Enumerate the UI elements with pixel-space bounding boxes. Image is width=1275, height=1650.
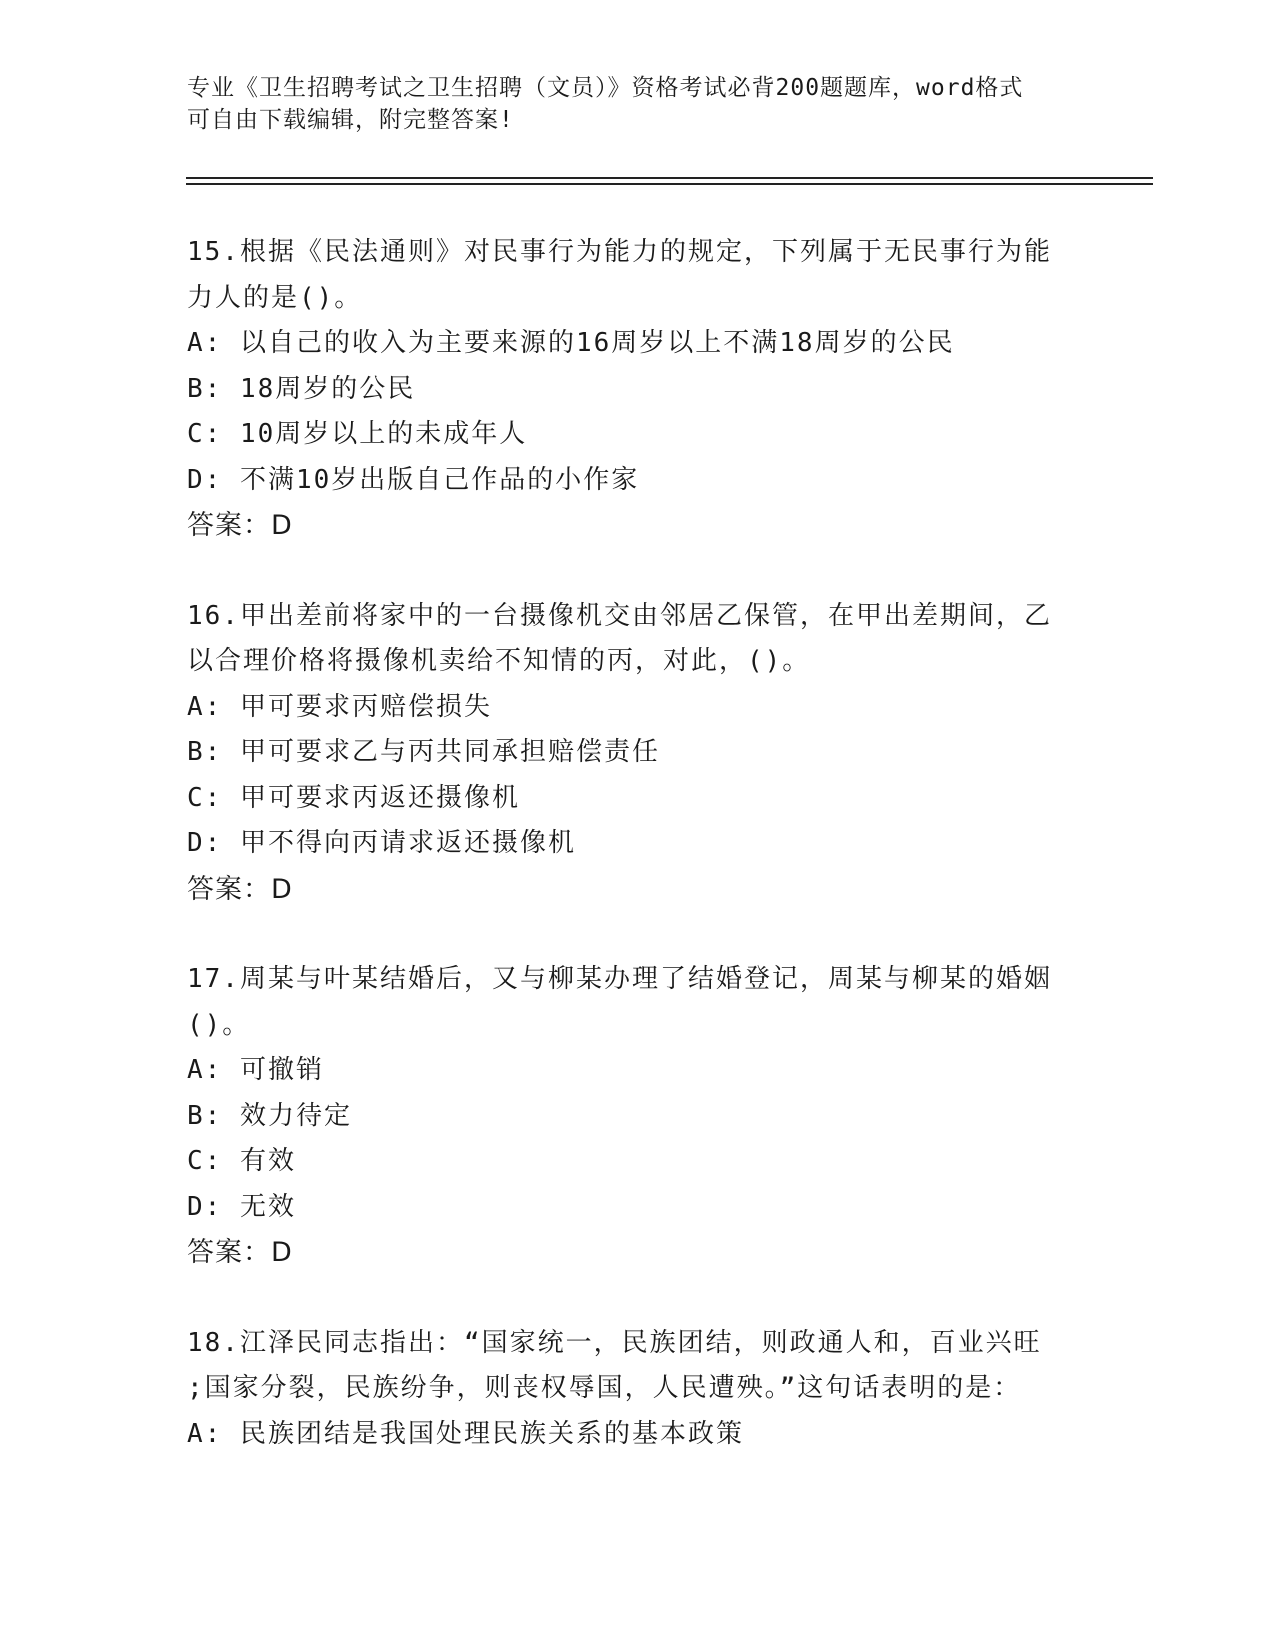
option-c: C: 有效 (187, 1146, 296, 1176)
question-stem-line: 力人的是()。 (187, 282, 363, 313)
header-title-line-2: 可自由下载编辑，附完整答案! (187, 107, 514, 133)
option-a: A: 民族团结是我国处理民族关系的基本政策 (187, 1418, 744, 1449)
question-stem-line: ;国家分裂，民族纷争，则丧权辱国，人民遭殃。”这句话表明的是： (187, 1373, 1022, 1403)
option-b: B: 18周岁的公民 (187, 373, 416, 404)
answer-line: 答案：D (187, 1237, 293, 1268)
header-divider-bottom (186, 183, 1153, 185)
document-header (187, 72, 1087, 136)
answer-line: 答案：D (187, 510, 293, 541)
option-d: D: 不满10岁出版自己作品的小作家 (187, 464, 640, 495)
option-c: C: 10周岁以上的未成年人 (187, 419, 528, 449)
option-d: D: 甲不得向丙请求返还摄像机 (187, 828, 576, 858)
option-b: B: 甲可要求乙与丙共同承担赔偿责任 (187, 737, 660, 767)
question-stem-line: 17.周某与叶某结婚后，又与柳某办理了结婚登记，周某与柳某的婚姻 (187, 964, 1052, 994)
question-stem-line: 16.甲出差前将家中的一台摄像机交由邻居乙保管，在甲出差期间，乙 (187, 600, 1052, 631)
option-a: A: 以自己的收入为主要来源的16周岁以上不满18周岁的公民 (187, 328, 955, 358)
option-c: C: 甲可要求丙返还摄像机 (187, 782, 520, 813)
question-stem-line: 18.江泽民同志指出：“国家统一，民族团结，则政通人和，百业兴旺 (187, 1327, 1042, 1358)
option-d: D: 无效 (187, 1191, 296, 1222)
header-title-line-1: 专业《卫生招聘考试之卫生招聘（文员）》资格考试必背200题题库，word格式 (187, 75, 1024, 101)
option-b: B: 效力待定 (187, 1100, 352, 1131)
header-divider-top (186, 177, 1153, 179)
question-stem-line: ()。 (187, 1009, 251, 1040)
question-18 (187, 1321, 1087, 1458)
answer-line: 答案：D (187, 873, 293, 905)
question-15 (187, 230, 1087, 549)
question-17 (187, 957, 1087, 1276)
question-list (187, 230, 1087, 1502)
question-stem-line: 以合理价格将摄像机卖给不知情的丙，对此，()。 (187, 646, 811, 676)
question-stem-line: 15.根据《民法通则》对民事行为能力的规定，下列属于无民事行为能 (187, 237, 1052, 267)
option-a: A: 甲可要求丙赔偿损失 (187, 691, 492, 722)
option-a: A: 可撤销 (187, 1055, 324, 1085)
question-16 (187, 594, 1087, 913)
